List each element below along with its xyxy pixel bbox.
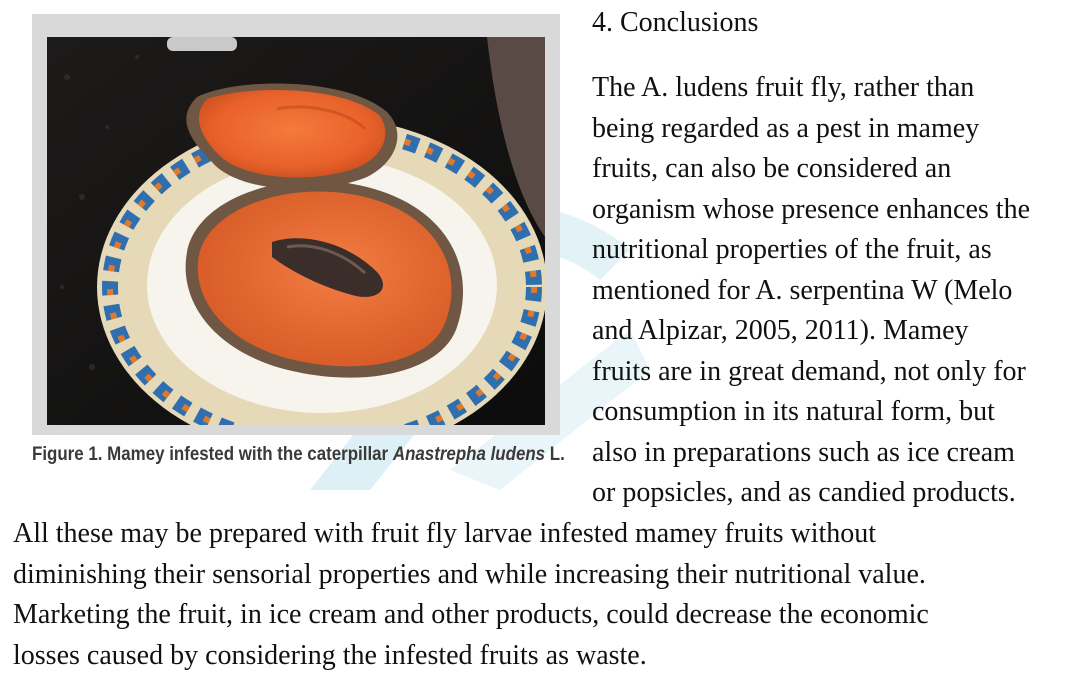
caption-species: Anastrepha ludens <box>392 444 546 465</box>
text-line: Marketing the fruit, in ice cream and other products, could decrease the economic <box>13 599 929 630</box>
text-line: also in preparations such as ice cream <box>592 436 1015 468</box>
text-line: fruits are in great demand, not only for <box>592 355 1026 387</box>
text-line: fruits, can also be considered an <box>592 153 952 184</box>
text-line: losses caused by considering the infested fruits as waste. <box>13 639 647 671</box>
paragraph-full-width <box>13 514 1082 676</box>
text-line: All these may be prepared with fruit fly larvae infested mamey fruits without <box>13 518 877 549</box>
text-line: or popsicles, and as candied products. <box>592 477 1016 508</box>
text-line: diminishing their sensorial properties and while increasing their nutritional value. <box>13 558 926 590</box>
text-line: The A. ludens fruit fly, rather than <box>592 72 975 103</box>
text-line: and Alpizar, 2005, 2011). Mamey <box>592 315 969 346</box>
caption-suffix: L. <box>545 444 565 465</box>
text-line: being regarded as a pest in mamey <box>592 112 980 144</box>
text-line: organism whose presence enhances the <box>592 193 1030 225</box>
mamey-fruit-photo <box>47 37 545 425</box>
text-line: nutritional properties of the fruit, as <box>592 234 992 265</box>
paragraph-right-column <box>592 68 1082 514</box>
caption-prefix: Figure 1. Mamey infested with the caterpillar <box>32 444 393 465</box>
text-line: mentioned for A. serpentina W (Melo <box>592 274 1013 306</box>
figure-caption <box>32 444 565 466</box>
section-heading: 4. Conclusions <box>592 7 759 38</box>
text-line: consumption in its natural form, but <box>592 396 995 427</box>
figure <box>32 14 560 435</box>
